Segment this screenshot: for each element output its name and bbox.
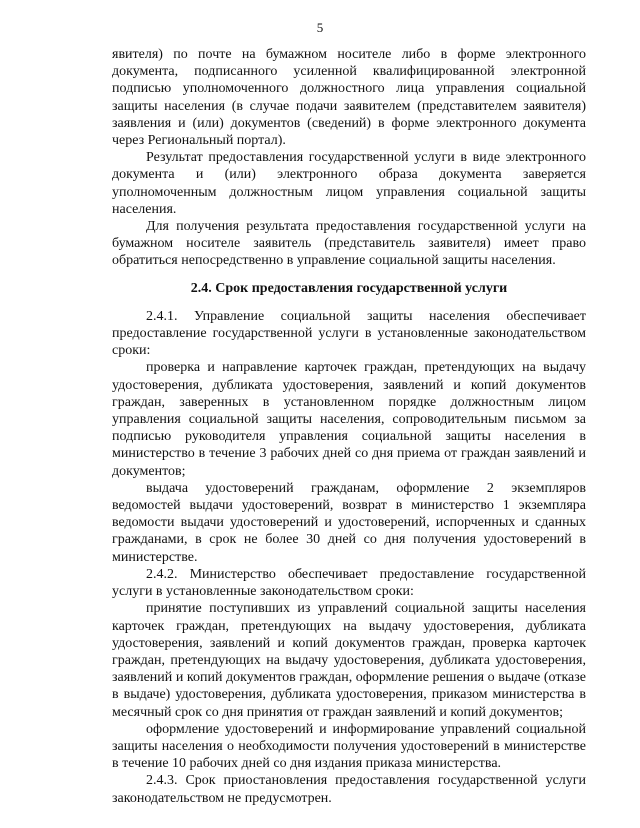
document-body [112,46,586,807]
page-number: 5 [316,20,324,35]
list-item-verification: проверка и направление карточек граждан, претендующих на выдачу удостоверения, дубликата удостоверения, заявлений и копий документов граждан, заверенных в установленном порядке должностным лицом управления социальной защиты населения, сопроводительным письмом за подписью руководителя управления социальной защиты населения в министерство в течение 3 рабочих дней со дня приема от граждан заявлений и документов; [112,360,586,479]
list-item-acceptance: принятие поступивших из управлений социальной защиты населения карточек граждан, претендующих на выдачу удостоверения, дубликата удостоверения, заявлений и копий документов граждан, проверка карточек граждан, претендующих на выдачу удостоверения, дубликата удостоверения, заявлений и копий документов граждан, оформление решения о выдаче (отказе в выдаче) удостоверения, дубликата удостоверения, приказом министерства в месячный срок со дня принятия от граждан заявлений и копий документов; [112,601,586,720]
list-item-issuance: выдача удостоверений гражданам, оформление 2 экземпляров ведомостей выдачи удостоверений, возврат в министерство 1 экземпляра ведомости выдачи удостоверений и удостоверений, испорченных и сданных гражданами, в срок не более 30 дней со дня получения удостоверений в министерстве. [112,480,586,565]
paragraph-continuation: явителя) по почте на бумажном носителе либо в форме электронного документа, подписанного усиленной квалифицированной электронной подписью уполномоченного должностного лица управления социальной защиты населения (в случае подачи заявителем (представителем заявителя) заявления и (или) документов (сведений) в форме электронного документа через Региональный портал). [112,47,586,149]
paragraph-result-paper: Для получения результата предоставления государственной услуги на бумажном носителе заявитель (представитель заявителя) имеет право обратиться непосредственно в управление социальной защиты населения. [112,219,586,269]
section-heading: 2.4. Срок предоставления государственной услуги [190,280,508,296]
paragraph-result-electronic: Результат предоставления государственной услуги в виде электронного документа и (или) электронного образа документа заверяется уполномоченным должностным лицом управления социальной защиты населения. [112,150,586,217]
paragraph-2-4-2: 2.4.2. Министерство обеспечивает предоставление государственной услуги в установленные законодательством сроки: [112,566,586,600]
list-item-registration: оформление удостоверений и информирование управлений социальной защиты населения о необходимости получения удостоверений в министерстве в течение 10 рабочих дней со дня издания приказа министерства. [112,721,586,772]
paragraph-2-4-1: 2.4.1. Управление социальной защиты населения обеспечивает предоставление государственной услуги в установленные законодательством сроки: [112,308,586,359]
paragraph-2-4-3: 2.4.3. Срок приостановления предоставления государственной услуги законодательством не предусмотрен. [112,773,586,806]
